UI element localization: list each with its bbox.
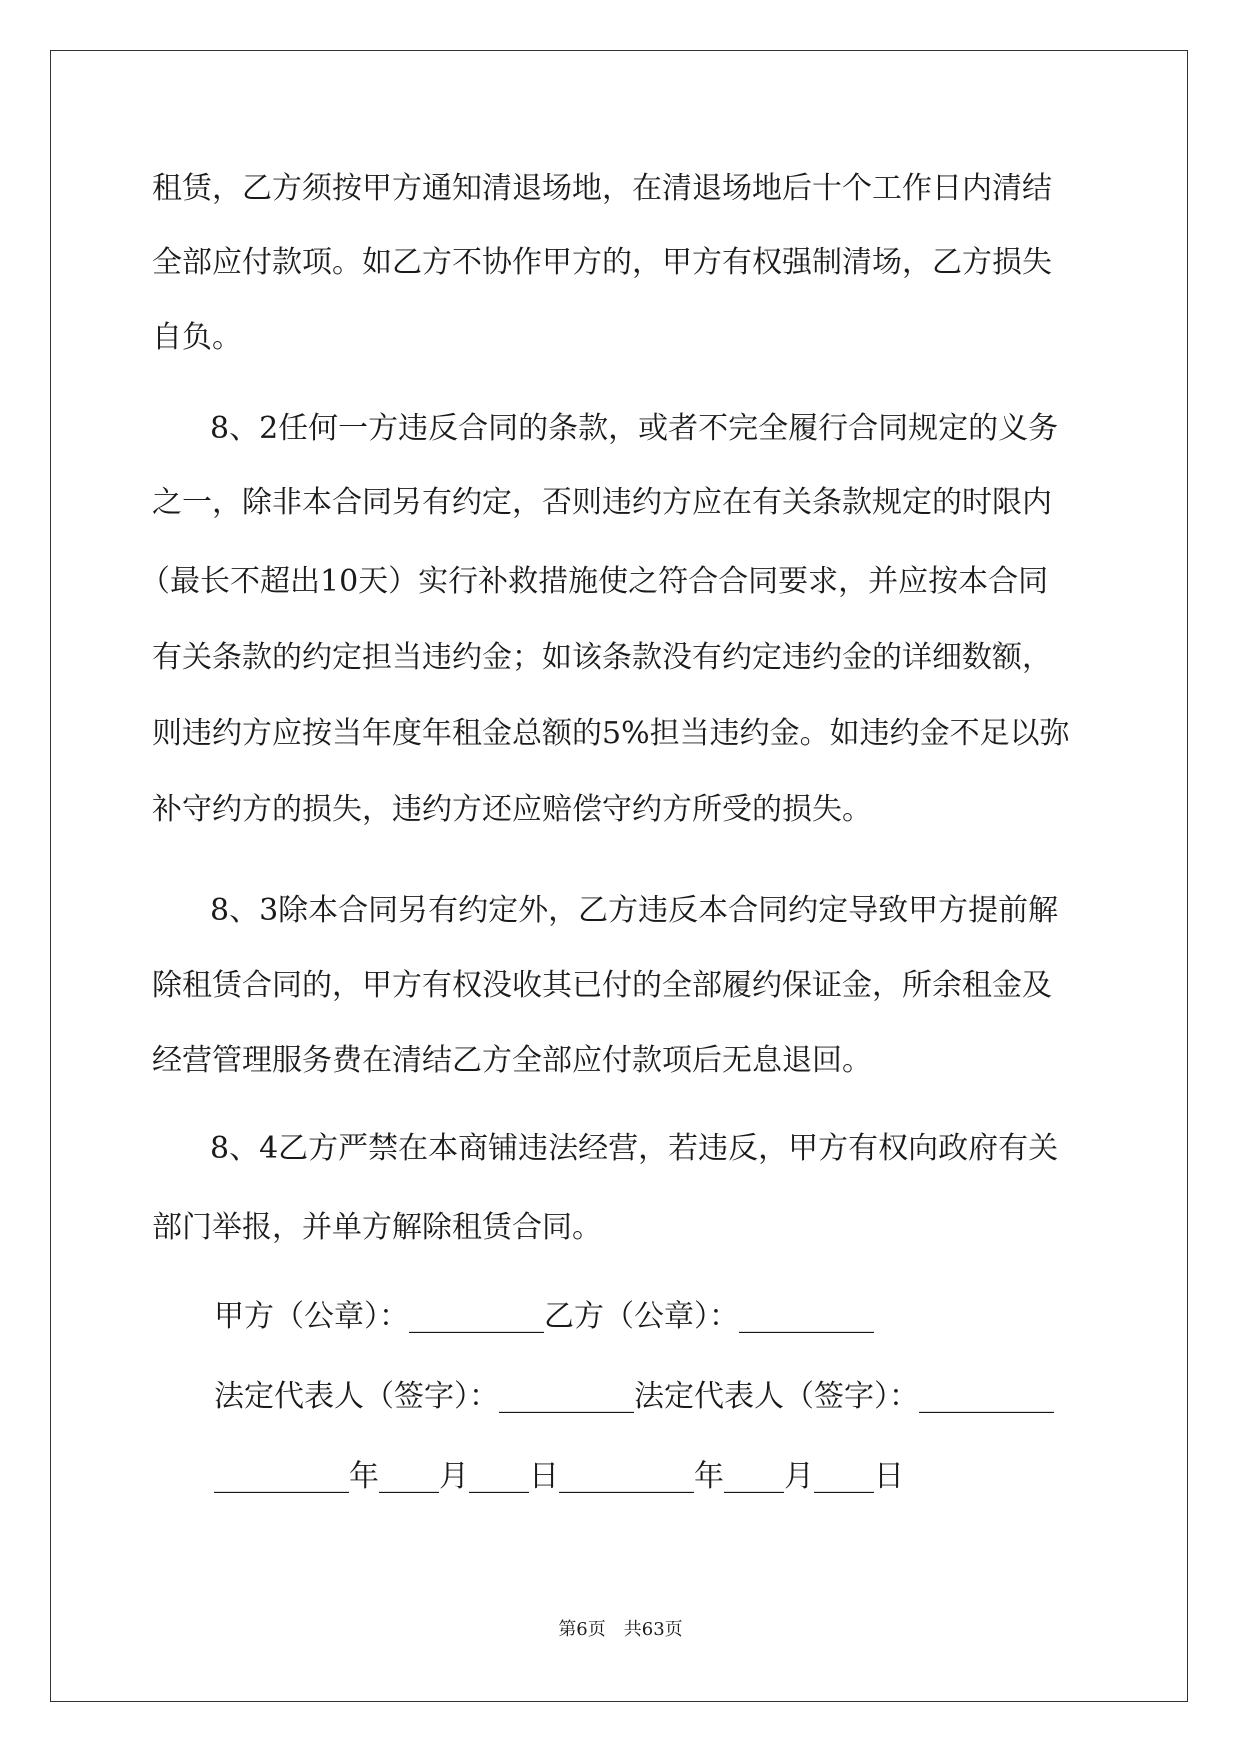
body-line: 之一，除非本合同另有约定，否则违约方应在有关条款规定的时限内	[152, 485, 1052, 520]
body-line: 补守约方的损失，违约方还应赔偿守约方所受的损失。	[152, 792, 872, 827]
body-line: 自负。	[152, 320, 242, 355]
body-line: 部门举报，并单方解除租赁合同。	[152, 1210, 602, 1245]
date-signature-line: _________年____月____日_________年____月____日	[214, 1459, 904, 1494]
body-line: 租赁，乙方须按甲方通知清退场地，在清退场地后十个工作日内清结	[152, 171, 1052, 206]
body-line: 经营管理服务费在清结乙方全部应付款项后无息退回。	[152, 1043, 872, 1078]
seal-signature-line: 甲方（公章）：_________乙方（公章）：_________	[214, 1299, 874, 1334]
body-line: （最长不超出10天）实行补救措施使之符合合同要求，并应按本合同	[140, 564, 1049, 599]
page-number-footer: 第6页 共63页	[558, 1619, 683, 1640]
body-line: 则违约方应按当年度年租金总额的5%担当违约金。如违约金不足以弥	[152, 716, 1070, 751]
representative-signature-line: 法定代表人（签字）：_________法定代表人（签字）：_________	[214, 1379, 1054, 1414]
page-border	[50, 50, 1188, 1702]
body-line: 除租赁合同的，甲方有权没收其已付的全部履约保证金，所余租金及	[152, 968, 1052, 1003]
clause-8-3-line: 8、3除本合同另有约定外，乙方违反本合同约定导致甲方提前解	[210, 893, 1059, 928]
clause-8-2-line: 8、2任何一方违反合同的条款，或者不完全履行合同规定的义务	[210, 411, 1059, 446]
body-line: 有关条款的约定担当违约金；如该条款没有约定违约金的详细数额，	[152, 640, 1052, 675]
clause-8-4-line: 8、4乙方严禁在本商铺违法经营，若违反，甲方有权向政府有关	[210, 1131, 1059, 1166]
body-line: 全部应付款项。如乙方不协作甲方的，甲方有权强制清场，乙方损失	[152, 245, 1052, 280]
